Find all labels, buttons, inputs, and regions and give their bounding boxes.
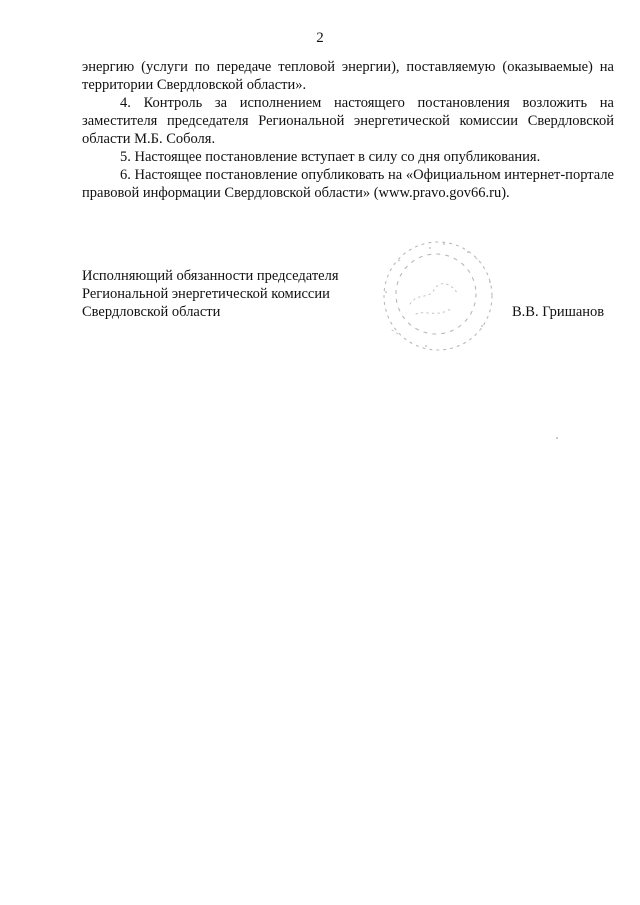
paragraph-5-effective: 5. Настоящее постановление вступает в силу со дня опубликования. — [120, 149, 541, 165]
document-body — [82, 58, 614, 202]
page-number: 2 — [316, 30, 324, 46]
paragraph-continuation: энергию (услуги по передаче тепловой энергии), поставляемую (оказываемые) на территории Свердловской области». — [82, 59, 614, 93]
scan-speck — [556, 437, 558, 439]
signatory-name: В.В. Гришанов — [512, 304, 605, 320]
signatory-position-line-2: Региональной энергетической комиссии — [82, 286, 330, 302]
signatory-position — [82, 267, 382, 321]
paragraph-4-control: 4. Контроль за исполнением настоящего постановления возложить на заместителя председателя Региональной энергетической комиссии Свердловской области М.Б. Соболя. — [82, 95, 614, 147]
signatory-position-line-3: Свердловской области — [82, 304, 221, 320]
paragraph-6-publish: 6. Настоящее постановление опубликовать на «Официальном интернет-портале правовой информации Свердловской области» (www.pravo.gov66.ru). — [82, 167, 614, 201]
signatory-position-line-1: Исполняющий обязанности председателя — [82, 268, 339, 284]
faded-stamp-seal — [372, 234, 502, 356]
